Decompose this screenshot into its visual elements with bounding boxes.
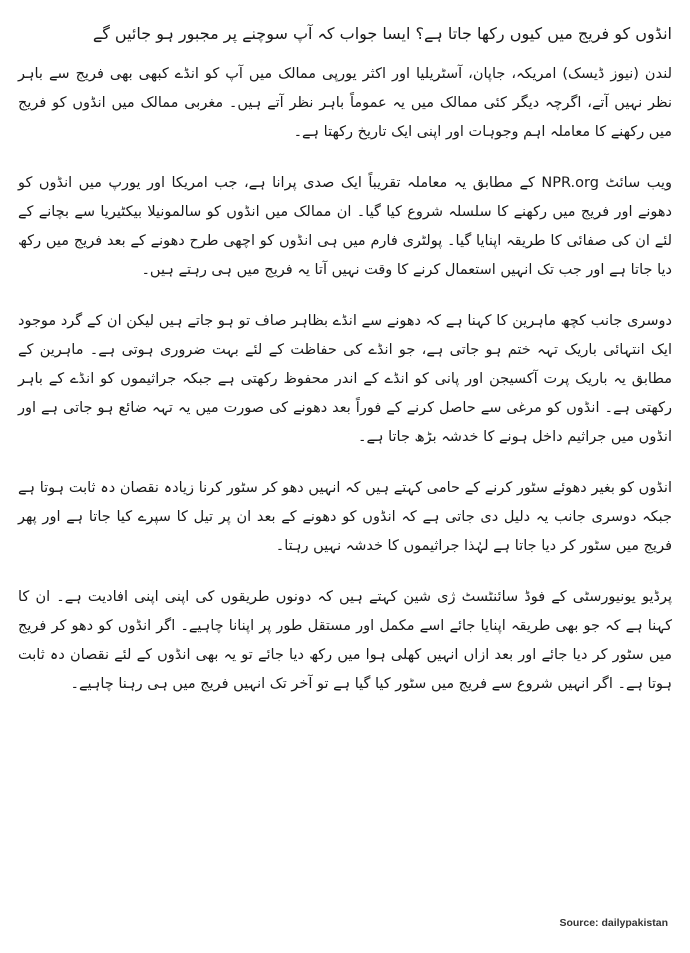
- article-headline: انڈوں کو فریج میں کیوں رکھا جاتا ہے؟ ایسا جواب کہ آپ سوچنے پر مجبور ہو جائیں گے: [92, 24, 672, 43]
- article-body: [18, 22, 672, 721]
- article-paragraph-1: لندن (نیوز ڈیسک) امریکہ، جاپان، آسٹریلیا اور اکثر یورپی ممالک میں آپ کو انڈے کبھی بھی فریج سے باہر نظر نہیں آتے، اگرچہ دیگر کئی ممالک میں یہ عموماً باہر نظر آتے ہیں۔ مغربی ممالک میں انڈوں کو فریج میں رکھنے کا معاملہ اہم وجوہات اور اپنی ایک تاریخ رکھتا ہے۔: [18, 66, 672, 140]
- article-paragraph-2: ویب سائٹ NPR.org کے مطابق یہ معاملہ تقریباً ایک صدی پرانا ہے، جب امریکا اور یورپ میں انڈوں کو دھونے اور فریج میں رکھنے کا سلسلہ شروع کیا گیا۔ ان ممالک میں انڈوں کو سالمونیلا بیکٹیریا سے بچانے کے لئے ان کی صفائی کا طریقہ اپنایا گیا۔ پولٹری فارم میں ہی انڈوں کو اچھی طرح دھونے کے بعد فریج میں رکھ دیا جاتا ہے اور جب تک انہیں استعمال کرنے کا وقت نہیں آتا یہ فریج میں ہی رہتے ہیں۔: [18, 175, 673, 278]
- source-credit: Source: dailypakistan: [559, 917, 668, 929]
- article-paragraph-4: انڈوں کو بغیر دھوئے سٹور کرنے کے حامی کہتے ہیں کہ انہیں دھو کر سٹور کرنا زیادہ نقصان دہ ثابت ہوتا ہے جبکہ دوسری جانب یہ دلیل دی جاتی ہے کہ انڈوں کو دھونے کے بعد ان پر تیل کا سپرے کیا جاتا ہے اور پھر فریج میں سٹور کر دیا جاتا ہے لہٰذا جراثیموں کا خدشہ نہیں رہتا۔: [18, 480, 672, 554]
- article-paragraph-3: دوسری جانب کچھ ماہرین کا کہنا ہے کہ دھونے سے انڈے بظاہر صاف تو ہو جاتے ہیں لیکن ان کے گرد موجود ایک انتہائی باریک تہہ ختم ہو جاتی ہے، جو انڈے کی حفاظت کے لئے بہت ضروری ہوتی ہے۔ ماہرین کے مطابق یہ باریک پرت آکسیجن اور پانی کو انڈے کے اندر محفوظ رکھتی ہے جبکہ جراثیموں کو انڈے کے باہر رکھتی ہے۔ انڈوں کو مرغی سے حاصل کرنے کے فوراً بعد دھونے کی صورت میں یہ تہہ ضائع ہو جاتی ہے اور انڈوں میں جراثیم داخل ہونے کا خدشہ بڑھ جاتا ہے۔: [18, 313, 672, 445]
- article-paragraph-5: پرڈیو یونیورسٹی کے فوڈ سائنٹسٹ ژی شین کہتے ہیں کہ دونوں طریقوں کی اپنی اپنی افادیت ہے۔ ان کا کہنا ہے کہ جو بھی طریقہ اپنایا جائے اسے مکمل اور مستقل طور پر اپنانا چاہیے۔ اگر انڈوں کو دھو کر فریج میں سٹور کر دیا جائے اور بعد ازاں انہیں کھلی ہوا میں رکھ دیا جائے تو یہ بھی انڈوں کے لئے نقصان دہ ثابت ہوتا ہے۔ اگر انہیں شروع سے فریج میں سٹور کیا گیا ہے تو آخر تک انہیں فریج میں ہی رہنا چاہیے۔: [18, 589, 672, 692]
